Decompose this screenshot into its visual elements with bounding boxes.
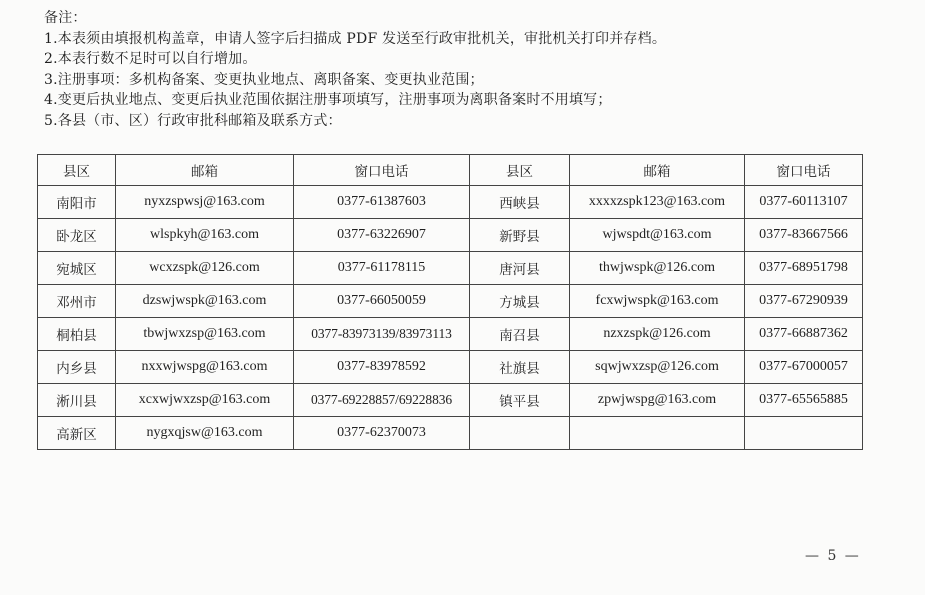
note-line-1: 1.本表须由填报机构盖章，申请人签字后扫描成 PDF 发送至行政审批机关，审批机关打印并存档。: [44, 30, 667, 47]
phone-cell: 0377-61178115: [294, 252, 470, 285]
table-row: [38, 186, 863, 219]
email-cell: tbwjwxzsp@163.com: [116, 318, 294, 351]
email-cell: [570, 417, 745, 450]
county-cell: 西峡县: [470, 186, 570, 219]
email-cell: zpwjwspg@163.com: [570, 384, 745, 417]
email-cell: xxxxzspk123@163.com: [570, 186, 745, 219]
county-cell: 唐河县: [470, 252, 570, 285]
table-row: [38, 285, 863, 318]
email-cell: fcxwjwspk@163.com: [570, 285, 745, 318]
phone-cell: 0377-65565885: [745, 384, 863, 417]
phone-cell: 0377-61387603: [294, 186, 470, 219]
email-cell: sqwjwxzsp@126.com: [570, 351, 745, 384]
note-line-3: 3.注册事项：多机构备案、变更执业地点、离职备案、变更执业范围；: [44, 71, 484, 88]
county-cell: 邓州市: [38, 285, 116, 318]
phone-cell: 0377-66050059: [294, 285, 470, 318]
email-cell: thwjwspk@126.com: [570, 252, 745, 285]
email-cell: xcxwjwxzsp@163.com: [116, 384, 294, 417]
phone-cell: 0377-68951798: [745, 252, 863, 285]
email-cell: nxxwjwspg@163.com: [116, 351, 294, 384]
header-email-left: 邮箱: [116, 155, 294, 186]
notes-heading: 备注：: [44, 10, 87, 26]
county-cell: 方城县: [470, 285, 570, 318]
email-cell: wlspkyh@163.com: [116, 219, 294, 252]
notes-section: [44, 8, 904, 132]
contact-table: [37, 154, 863, 450]
email-cell: nzxzspk@126.com: [570, 318, 745, 351]
county-cell: 宛城区: [38, 252, 116, 285]
county-cell: 淅川县: [38, 384, 116, 417]
county-cell: 高新区: [38, 417, 116, 450]
phone-cell: 0377-69228857/69228836: [294, 384, 470, 417]
phone-cell: [745, 417, 863, 450]
email-cell: nygxqjsw@163.com: [116, 417, 294, 450]
county-cell: 社旗县: [470, 351, 570, 384]
email-cell: wcxzspk@126.com: [116, 252, 294, 285]
table-row: [38, 351, 863, 384]
phone-cell: 0377-66887362: [745, 318, 863, 351]
phone-cell: 0377-83667566: [745, 219, 863, 252]
phone-cell: 0377-83973139/83973113: [294, 318, 470, 351]
table-row: [38, 219, 863, 252]
table-body: [38, 186, 863, 450]
phone-cell: 0377-63226907: [294, 219, 470, 252]
table-row: [38, 384, 863, 417]
phone-cell: 0377-67000057: [745, 351, 863, 384]
note-line-4: 4.变更后执业地点、变更后执业范围依据注册事项填写，注册事项为离职备案时不用填写；: [44, 92, 612, 109]
table-header: [38, 155, 863, 186]
note-line-5: 5.各县（市、区）行政审批科邮箱及联系方式：: [44, 112, 342, 129]
header-county-right: 县区: [470, 155, 570, 186]
table-row: [38, 417, 863, 450]
phone-cell: 0377-62370073: [294, 417, 470, 450]
phone-cell: 0377-67290939: [745, 285, 863, 318]
email-cell: dzswjwspk@163.com: [116, 285, 294, 318]
page-number: — 5 —: [805, 548, 861, 564]
email-cell: nyxzspwsj@163.com: [116, 186, 294, 219]
county-cell: 南召县: [470, 318, 570, 351]
county-cell: 桐柏县: [38, 318, 116, 351]
county-cell: 内乡县: [38, 351, 116, 384]
county-cell: 镇平县: [470, 384, 570, 417]
header-phone-left: 窗口电话: [294, 155, 470, 186]
county-cell: 新野县: [470, 219, 570, 252]
header-email-right: 邮箱: [570, 155, 745, 186]
county-cell: [470, 417, 570, 450]
header-phone-right: 窗口电话: [745, 155, 863, 186]
county-cell: 卧龙区: [38, 219, 116, 252]
table-row: [38, 318, 863, 351]
header-row: [38, 155, 863, 186]
phone-cell: 0377-60113107: [745, 186, 863, 219]
email-cell: wjwspdt@163.com: [570, 219, 745, 252]
phone-cell: 0377-83978592: [294, 351, 470, 384]
note-line-2: 2.本表行数不足时可以自行增加。: [44, 51, 257, 68]
header-county-left: 县区: [38, 155, 116, 186]
county-cell: 南阳市: [38, 186, 116, 219]
table-row: [38, 252, 863, 285]
